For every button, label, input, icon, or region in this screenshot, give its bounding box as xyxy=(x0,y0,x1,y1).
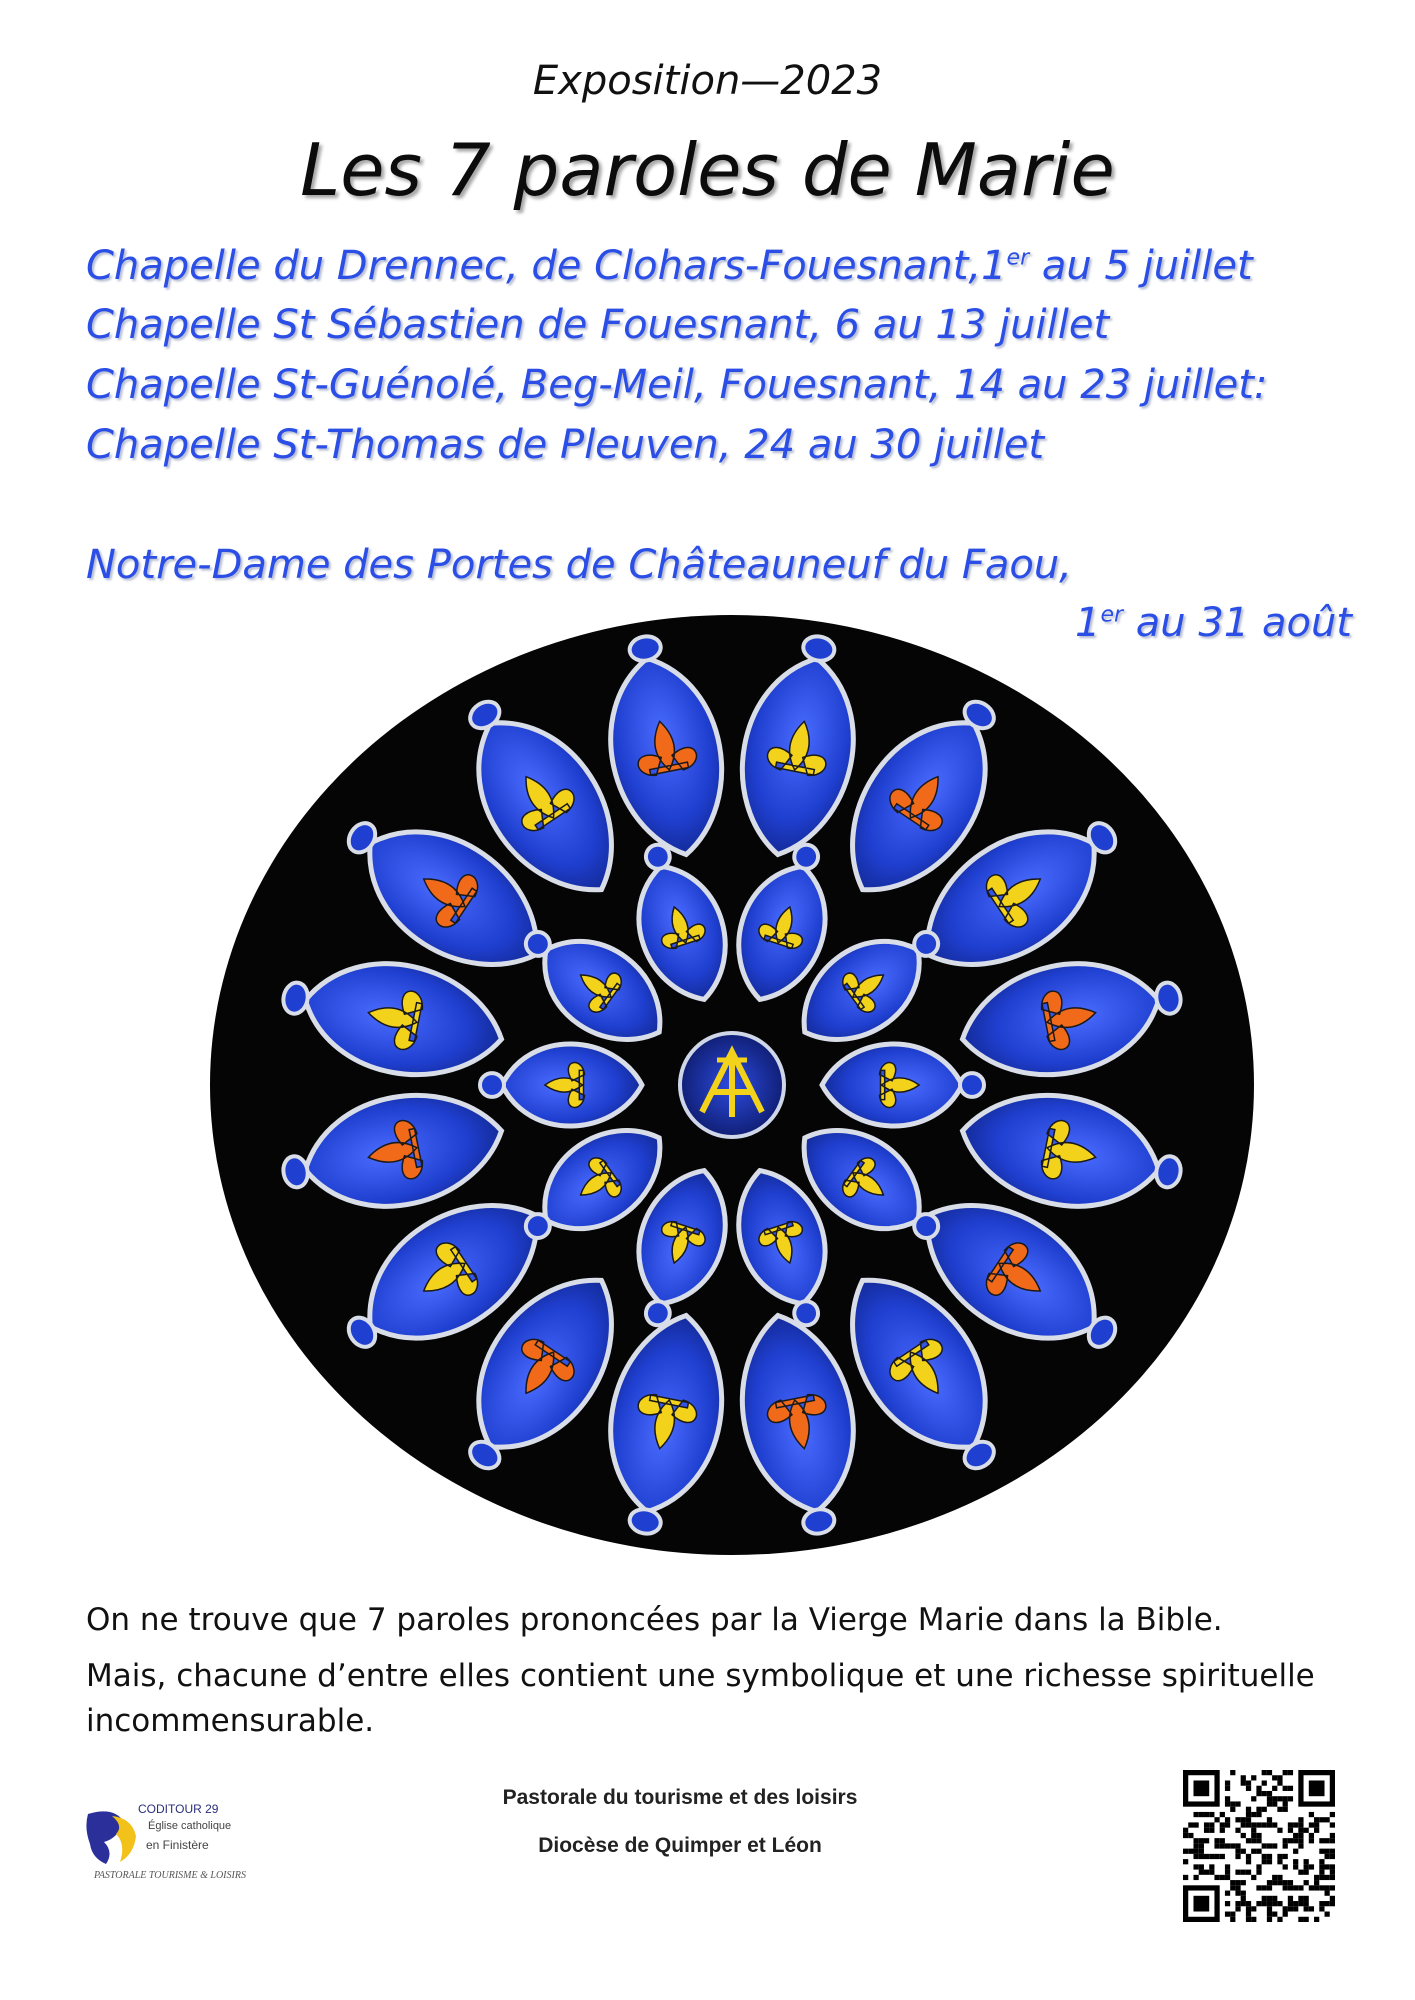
venue-line-1: Chapelle du Drennec, de Clohars-Fouesnant,1er au 5 juillet xyxy=(86,243,1253,289)
venue-line-4: Chapelle St-Thomas de Pleuven, 24 au 30 juillet xyxy=(86,422,1045,468)
rose-window-image xyxy=(207,612,1257,1558)
exhibition-year: Exposition—2023 xyxy=(532,58,883,104)
venue-line-3: Chapelle St-Guénolé, Beg-Meil, Fouesnant, 14 au 23 juillet: xyxy=(86,362,1268,408)
coditour-logo: CODITOUR 29 Église catholique en Finistère PASTORALE TOURISME & LOISIRS xyxy=(84,1800,274,1890)
footer-organization: Pastorale du tourisme et des loisirs xyxy=(502,1786,858,1809)
qr-code-icon[interactable] xyxy=(1183,1770,1335,1922)
august-dates: 1er au 31 août xyxy=(1075,600,1352,646)
page-title: Les 7 paroles de Marie xyxy=(300,128,1115,212)
footer-diocese: Diocèse de Quimper et Léon xyxy=(538,1834,822,1857)
description-line-1: On ne trouve que 7 paroles prononcées par la Vierge Marie dans la Bible. xyxy=(86,1602,1223,1638)
logo-mark-icon xyxy=(84,1808,140,1866)
description-line-2: Mais, chacune d’entre elles contient une symbolique et une richesse spirituelle incommensurable. xyxy=(86,1658,1315,1739)
august-venue: Notre-Dame des Portes de Châteauneuf du Faou, xyxy=(86,542,1072,588)
venue-line-2: Chapelle St Sébastien de Fouesnant, 6 au 13 juillet xyxy=(86,302,1110,348)
center-medallion xyxy=(680,1033,784,1137)
